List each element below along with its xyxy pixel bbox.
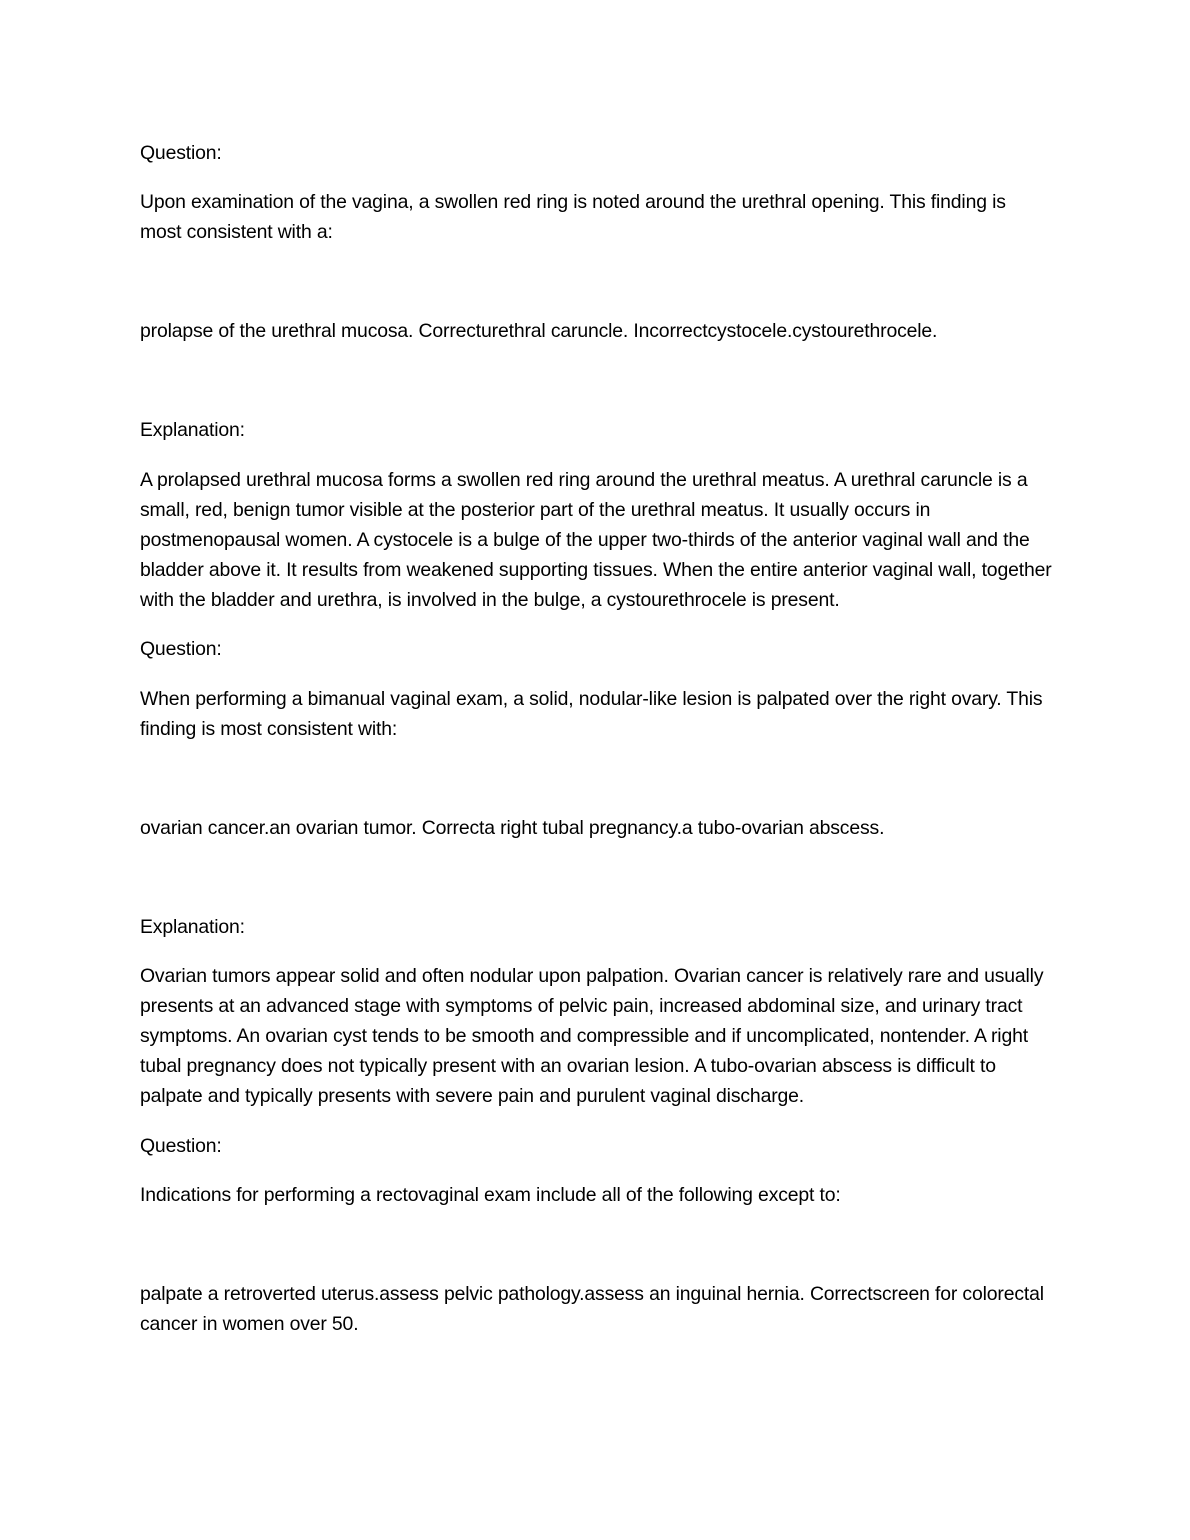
question-text: Upon examination of the vagina, a swollen red ring is noted around the urethral opening. This finding is most consistent with a:: [140, 191, 1006, 243]
question-label: Question:: [140, 1135, 222, 1157]
question-text: When performing a bimanual vaginal exam, a solid, nodular-like lesion is palpated over the right ovary. This finding is most consistent with:: [140, 688, 1043, 740]
explanation-text: A prolapsed urethral mucosa forms a swollen red ring around the urethral meatus. A urethral caruncle is a small, red, benign tumor visible at the posterior part of the urethral meatus. It usually occurs in postmenopausal women. A cystocele is a bulge of the upper two-thirds of the anterior vaginal wall and the bladder above it. It results from weakened supporting tissues. When the entire anterior vaginal wall, together with the bladder and urethra, is involved in the bulge, a cystourethrocele is present.: [140, 469, 1052, 611]
answer-choices: prolapse of the urethral mucosa. Correcturethral caruncle. Incorrectcystocele.cystourethrocele.: [140, 320, 938, 342]
question-label: Question:: [140, 142, 222, 164]
explanation-label: Explanation:: [140, 419, 245, 441]
explanation-text: Ovarian tumors appear solid and often nodular upon palpation. Ovarian cancer is relatively rare and usually presents at an advanced stage with symptoms of pelvic pain, increased abdominal size, and urinary tract symptoms. An ovarian cyst tends to be smooth and compressible and if uncomplicated, nontender. A right tubal pregnancy does not typically present with an ovarian lesion. A tubo-ovarian abscess is difficult to palpate and typically presents with severe pain and purulent vaginal discharge.: [140, 965, 1044, 1107]
answer-choices: palpate a retroverted uterus.assess pelvic pathology.assess an inguinal hernia. Correctscreen for colorectal cancer in women over 50.: [140, 1283, 1044, 1335]
question-text: Indications for performing a rectovaginal exam include all of the following except to:: [140, 1184, 841, 1206]
answer-choices: ovarian cancer.an ovarian tumor. Correcta right tubal pregnancy.a tubo-ovarian abscess.: [140, 817, 885, 839]
explanation-label: Explanation:: [140, 916, 245, 938]
question-label: Question:: [140, 638, 222, 660]
